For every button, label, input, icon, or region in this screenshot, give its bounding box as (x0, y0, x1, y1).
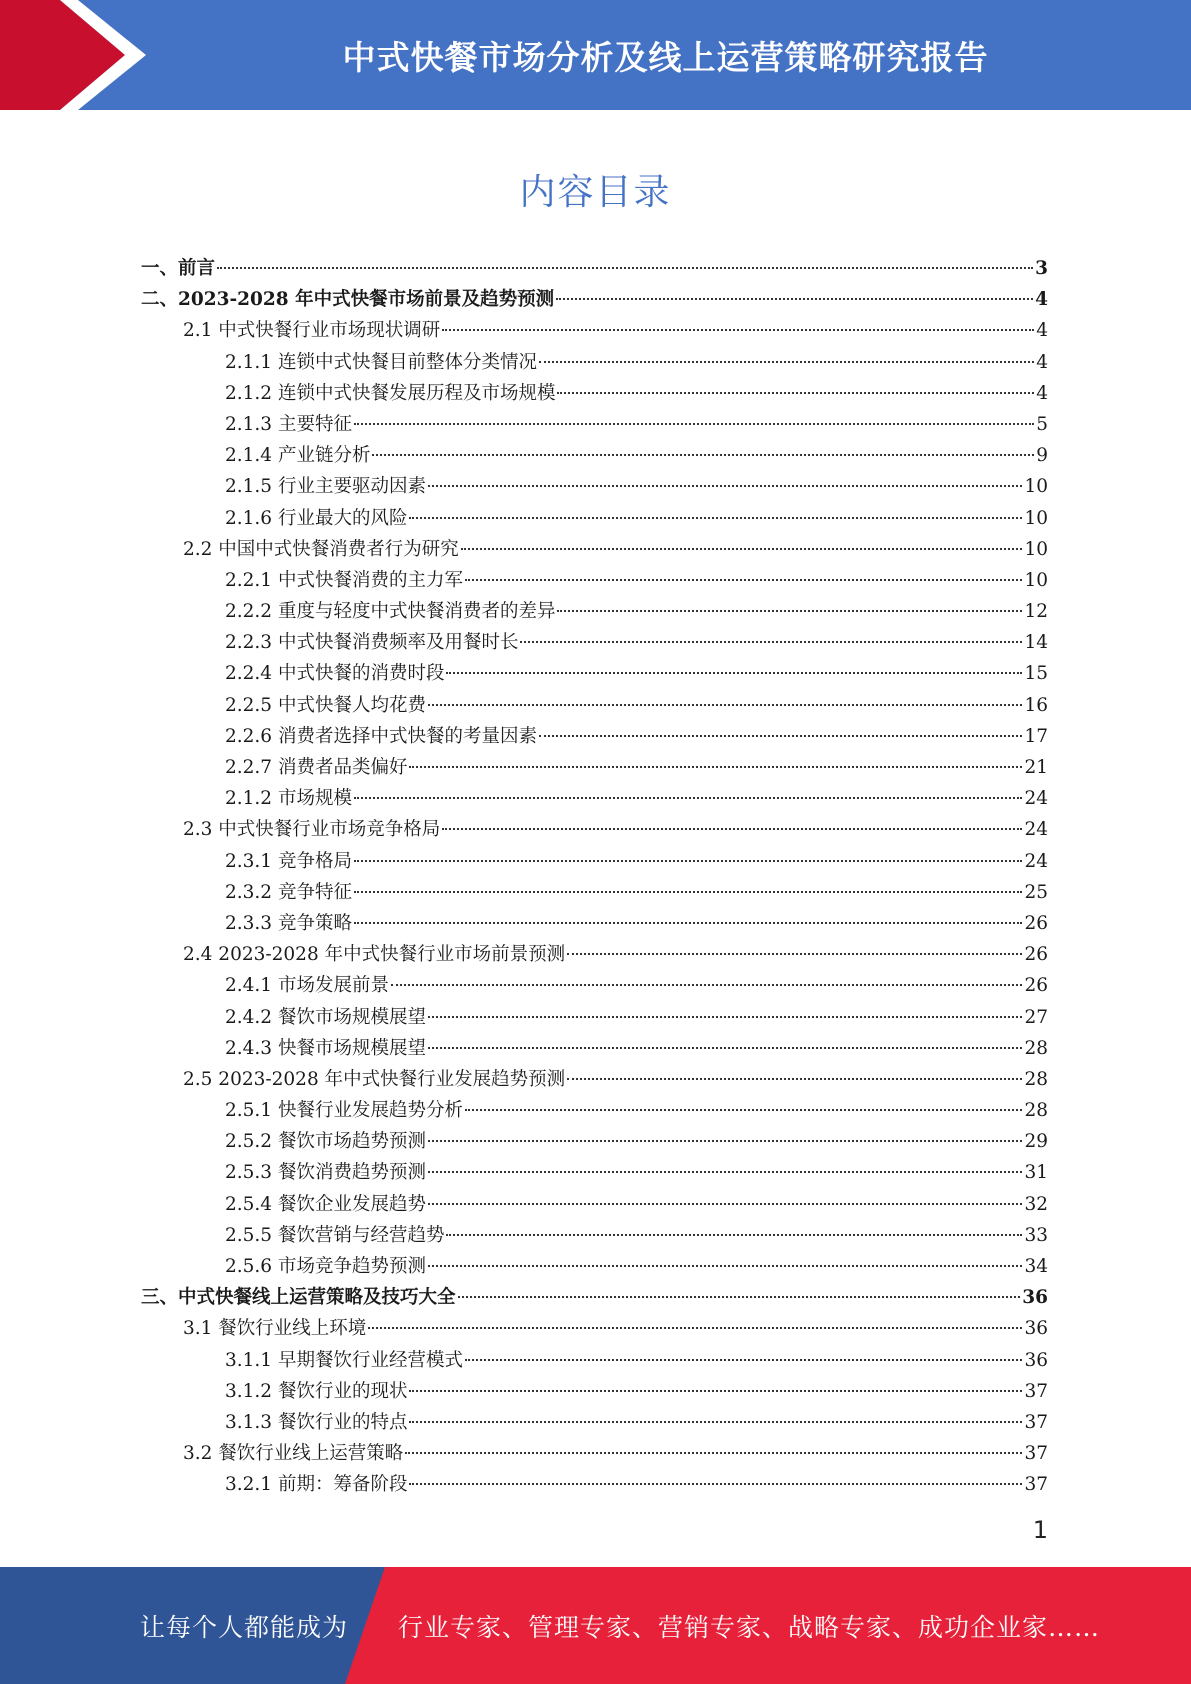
toc-dot-leader (557, 610, 1022, 612)
footer-slogan-right: 行业专家、管理专家、营销专家、战略专家、成功企业家…… (398, 1612, 1101, 1642)
toc-entry-page: 24 (1024, 788, 1048, 810)
toc-entry-page: 12 (1024, 601, 1048, 623)
toc-entry-page: 32 (1024, 1193, 1048, 1215)
toc-dot-leader (409, 1390, 1022, 1392)
toc-entry-page: 21 (1024, 757, 1048, 778)
toc-entry-page: 17 (1024, 725, 1048, 747)
toc-entry-label: 2.5.4 餐饮企业发展趋势 (225, 1193, 426, 1215)
toc-entry-page: 3 (1035, 258, 1048, 279)
toc-dot-leader (405, 1452, 1022, 1454)
toc-dot-leader (217, 267, 1033, 269)
toc-entry-label: 2.5.3 餐饮消费趋势预测 (225, 1162, 426, 1184)
toc-entry-page: 29 (1024, 1131, 1048, 1153)
toc-dot-leader (428, 1171, 1022, 1173)
toc-entry-page: 28 (1024, 1100, 1048, 1122)
toc-entry-page: 28 (1024, 1068, 1048, 1090)
toc-entry[interactable] (141, 877, 1048, 908)
toc-entry-label: 2.2.5 中式快餐人均花费 (225, 694, 426, 716)
header-banner (0, 0, 1191, 110)
toc-entry[interactable] (141, 471, 1048, 502)
toc-entry[interactable] (141, 534, 1048, 565)
toc-dot-leader (458, 1296, 1021, 1298)
toc-entry-page: 24 (1024, 850, 1048, 872)
toc-dot-leader (354, 423, 1034, 425)
toc-entry-label: 2.5.6 市场竞争趋势预测 (225, 1256, 426, 1277)
toc-entry-page: 37 (1024, 1411, 1048, 1433)
toc-entry[interactable] (141, 970, 1048, 1001)
toc-entry-page: 15 (1024, 663, 1048, 685)
toc-entry-label: 2.2.4 中式快餐的消费时段 (225, 663, 445, 685)
toc-entry[interactable] (141, 565, 1048, 596)
toc-entry[interactable] (141, 253, 1048, 284)
toc-entry-label: 2.2.6 消费者选择中式快餐的考量因素 (225, 725, 537, 747)
toc-dot-leader (446, 672, 1022, 674)
toc-entry[interactable] (141, 347, 1048, 378)
toc-entry-label: 2.5 2023-2028 年中式快餐行业发展趋势预测 (183, 1068, 566, 1090)
toc-dot-leader (372, 454, 1034, 456)
toc-entry[interactable] (141, 1189, 1048, 1220)
toc-entry[interactable] (141, 814, 1048, 845)
toc-entry-label: 2.1.5 行业主要驱动因素 (225, 476, 426, 498)
toc-entry[interactable] (141, 503, 1048, 534)
toc-dot-leader (461, 548, 1023, 550)
toc-entry-label: 二、2023-2028 年中式快餐市场前景及趋势预测 (141, 289, 555, 311)
toc-dot-leader (520, 641, 1022, 643)
toc-entry[interactable] (141, 1282, 1048, 1313)
toc-entry-label: 一、前言 (141, 258, 216, 279)
toc-dot-leader (556, 298, 1033, 300)
toc-entry[interactable] (141, 908, 1048, 939)
toc-entry[interactable] (141, 690, 1048, 721)
toc-entry[interactable] (141, 627, 1048, 658)
toc-dot-leader (539, 735, 1022, 737)
toc-entry-label: 3.2 餐饮行业线上运营策略 (183, 1443, 404, 1465)
toc-entry-page: 4 (1036, 382, 1048, 404)
toc-entry-label: 2.1.2 市场规模 (225, 788, 352, 810)
toc-entry[interactable] (141, 658, 1048, 689)
toc-entry-page: 36 (1024, 1349, 1048, 1371)
report-title: 中式快餐市场分析及线上运营策略研究报告 (342, 37, 989, 77)
toc-dot-leader (567, 1078, 1022, 1080)
toc-dot-leader (409, 766, 1022, 768)
toc-entry-page: 28 (1024, 1037, 1048, 1059)
table-of-contents (141, 253, 1048, 1501)
toc-entry-page: 37 (1024, 1443, 1048, 1465)
toc-entry-page: 37 (1024, 1474, 1048, 1496)
toc-entry-page: 26 (1024, 944, 1048, 966)
toc-entry-page: 10 (1024, 538, 1048, 560)
toc-entry[interactable] (141, 596, 1048, 627)
toc-entry-page: 37 (1024, 1380, 1048, 1402)
toc-entry-label: 三、中式快餐线上运营策略及技巧大全 (141, 1287, 456, 1309)
toc-entry-page: 34 (1024, 1256, 1048, 1277)
toc-entry-label: 2.5.5 餐饮营销与经营趋势 (225, 1224, 445, 1246)
toc-entry-label: 2.4.3 快餐市场规模展望 (225, 1037, 426, 1059)
toc-entry[interactable] (141, 284, 1048, 315)
toc-dot-leader (465, 579, 1022, 581)
toc-entry-label: 2.4 2023-2028 年中式快餐行业市场前景预测 (183, 944, 566, 966)
toc-entry[interactable] (141, 1469, 1048, 1500)
toc-dot-leader (368, 1327, 1022, 1329)
toc-entry-label: 2.4.1 市场发展前景 (225, 975, 389, 997)
toc-dot-leader (409, 1483, 1022, 1485)
toc-entry-label: 2.1 中式快餐行业市场现状调研 (183, 320, 441, 342)
toc-dot-leader (409, 517, 1022, 519)
toc-entry-label: 3.2.1 前期：筹备阶段 (225, 1474, 408, 1496)
toc-entry-page: 10 (1024, 569, 1048, 591)
toc-entry[interactable] (141, 783, 1048, 814)
toc-entry[interactable] (141, 1220, 1048, 1251)
toc-entry-page: 4 (1036, 320, 1048, 342)
toc-entry-page: 14 (1024, 632, 1048, 654)
toc-entry-label: 2.1.1 连锁中式快餐目前整体分类情况 (225, 351, 537, 373)
toc-dot-leader (391, 984, 1022, 986)
toc-dot-leader (465, 1359, 1022, 1361)
toc-entry[interactable] (141, 1002, 1048, 1033)
toc-dot-leader (354, 891, 1023, 893)
toc-entry[interactable] (141, 409, 1048, 440)
toc-entry[interactable] (141, 1157, 1048, 1188)
toc-entry-page: 4 (1035, 289, 1048, 311)
page-number: 1 (1032, 1516, 1048, 1544)
toc-entry-page: 16 (1024, 694, 1048, 716)
toc-dot-leader (465, 1109, 1022, 1111)
toc-entry-page: 4 (1036, 351, 1048, 373)
toc-entry-page: 36 (1022, 1287, 1048, 1309)
toc-entry-label: 2.1.4 产业链分析 (225, 445, 371, 467)
toc-entry-page: 27 (1024, 1006, 1048, 1028)
toc-entry[interactable] (141, 846, 1048, 877)
toc-dot-leader (428, 1140, 1022, 1142)
toc-dot-leader (428, 1203, 1022, 1205)
toc-entry[interactable] (141, 1407, 1048, 1438)
toc-entry-label: 3.1.1 早期餐饮行业经营模式 (225, 1349, 463, 1371)
toc-entry[interactable] (141, 378, 1048, 409)
toc-entry[interactable] (141, 1313, 1048, 1344)
toc-entry-page: 33 (1024, 1224, 1048, 1246)
toc-entry[interactable] (141, 1064, 1048, 1095)
toc-entry-page: 36 (1024, 1318, 1048, 1340)
toc-entry-page: 5 (1036, 413, 1048, 435)
toc-entry[interactable] (141, 1095, 1048, 1126)
toc-entry-label: 3.1.3 餐饮行业的特点 (225, 1411, 408, 1433)
toc-dot-leader (428, 704, 1022, 706)
toc-dot-leader (428, 1016, 1022, 1018)
toc-entry-page: 24 (1024, 819, 1048, 841)
toc-entry-label: 2.2.1 中式快餐消费的主力军 (225, 569, 463, 591)
toc-dot-leader (442, 329, 1034, 331)
toc-entry-label: 2.3.3 竞争策略 (225, 912, 352, 934)
footer-banner (0, 1567, 1191, 1684)
toc-dot-leader (428, 485, 1022, 487)
toc-entry-page: 26 (1024, 975, 1048, 997)
toc-entry-label: 2.2.7 消费者品类偏好 (225, 757, 408, 778)
toc-entry-page: 26 (1024, 912, 1048, 934)
toc-entry-page: 9 (1036, 445, 1048, 467)
toc-entry-label: 2.1.3 主要特征 (225, 413, 352, 435)
toc-dot-leader (354, 860, 1023, 862)
toc-entry-label: 2.3.1 竞争格局 (225, 850, 352, 872)
footer-slogan-left: 让每个人都能成为 (140, 1612, 349, 1642)
toc-entry-label: 2.2.2 重度与轻度中式快餐消费者的差异 (225, 601, 556, 623)
toc-entry[interactable] (141, 1033, 1048, 1064)
toc-dot-leader (354, 922, 1023, 924)
toc-entry-page: 25 (1024, 881, 1048, 903)
toc-entry-label: 3.1 餐饮行业线上环境 (183, 1318, 367, 1340)
toc-entry[interactable] (141, 1438, 1048, 1469)
toc-entry-label: 2.5.2 餐饮市场趋势预测 (225, 1131, 426, 1153)
toc-entry[interactable] (141, 939, 1048, 970)
toc-entry-label: 2.2 中国中式快餐消费者行为研究 (183, 538, 459, 560)
header-arrow-decoration (0, 0, 160, 110)
toc-heading: 内容目录 (519, 172, 672, 213)
toc-dot-leader (567, 953, 1022, 955)
toc-entry[interactable] (141, 1345, 1048, 1376)
toc-dot-leader (354, 797, 1023, 799)
toc-entry-page: 31 (1024, 1162, 1048, 1184)
toc-entry-label: 2.4.2 餐饮市场规模展望 (225, 1006, 426, 1028)
toc-entry[interactable] (141, 315, 1048, 346)
toc-entry-label: 2.1.2 连锁中式快餐发展历程及市场规模 (225, 382, 556, 404)
toc-entry-label: 2.3 中式快餐行业市场竞争格局 (183, 819, 441, 841)
toc-dot-leader (428, 1047, 1022, 1049)
toc-entry-page: 10 (1024, 476, 1048, 498)
toc-dot-leader (557, 392, 1034, 394)
toc-entry-label: 2.2.3 中式快餐消费频率及用餐时长 (225, 632, 519, 654)
toc-entry[interactable] (141, 752, 1048, 783)
toc-entry[interactable] (141, 1126, 1048, 1157)
toc-entry-label: 2.3.2 竞争特征 (225, 881, 352, 903)
toc-entry[interactable] (141, 721, 1048, 752)
toc-entry-label: 3.1.2 餐饮行业的现状 (225, 1380, 408, 1402)
toc-entry-page: 10 (1024, 507, 1048, 529)
toc-dot-leader (442, 828, 1022, 830)
toc-dot-leader (446, 1234, 1022, 1236)
toc-dot-leader (428, 1265, 1022, 1267)
toc-dot-leader (409, 1421, 1022, 1423)
toc-entry[interactable] (141, 1376, 1048, 1407)
toc-entry-label: 2.5.1 快餐行业发展趋势分析 (225, 1100, 463, 1122)
toc-entry[interactable] (141, 1251, 1048, 1282)
toc-entry-label: 2.1.6 行业最大的风险 (225, 507, 408, 529)
toc-entry[interactable] (141, 440, 1048, 471)
toc-dot-leader (539, 361, 1034, 363)
